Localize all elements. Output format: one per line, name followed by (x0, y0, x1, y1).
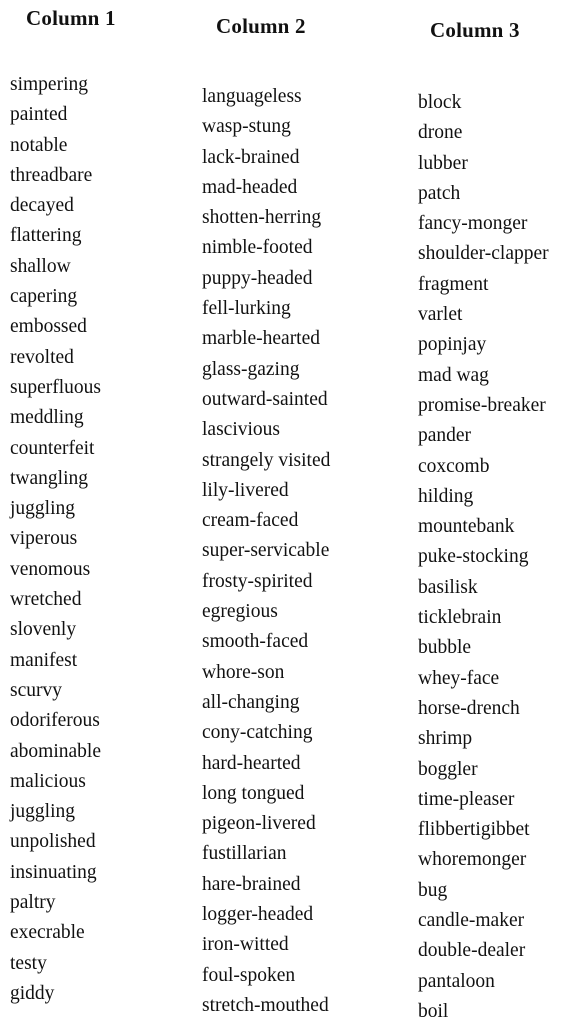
word-item: fustillarian (202, 843, 287, 865)
word-item: slovenly (10, 619, 77, 641)
word-item: marble-hearted (202, 328, 321, 350)
word-item: pantaloon (418, 970, 495, 992)
word-item: painted (10, 104, 68, 126)
word-item: unpolished (10, 831, 96, 853)
word-item: flattering (10, 225, 82, 247)
word-item: testy (10, 952, 47, 974)
word-item: basilisk (418, 576, 478, 598)
word-item: egregious (202, 601, 278, 623)
word-item: counterfeit (10, 437, 95, 459)
word-item: whore-son (202, 661, 285, 683)
column-header: Column 3 (430, 18, 520, 42)
word-list (10, 70, 101, 1009)
word-item: nimble-footed (202, 237, 313, 259)
word-item: abominable (10, 740, 101, 762)
word-item: juggling (10, 801, 76, 823)
word-item: logger-headed (202, 904, 314, 926)
word-item: manifest (10, 649, 78, 671)
word-item: whoremonger (418, 849, 527, 871)
word-item: lack-brained (202, 146, 300, 168)
word-item: fell-lurking (202, 298, 291, 320)
word-item: threadbare (10, 164, 93, 186)
word-item: stretch-mouthed (202, 994, 329, 1016)
word-item: revolted (10, 346, 74, 368)
word-item: mountebank (418, 516, 515, 538)
word-item: all-changing (202, 691, 300, 713)
word-item: shoulder-clapper (418, 243, 549, 265)
word-item: ticklebrain (418, 607, 502, 629)
word-item: promise-breaker (418, 394, 546, 416)
word-item: shrimp (418, 728, 473, 750)
word-item: horse-drench (418, 697, 520, 719)
word-item: block (418, 92, 462, 113)
word-item: lascivious (202, 419, 280, 441)
word-item: twangling (10, 467, 88, 489)
word-item: puke-stocking (418, 546, 529, 568)
word-item: double-dealer (418, 940, 526, 962)
word-item: pigeon-livered (202, 813, 316, 835)
word-item: venomous (10, 558, 91, 580)
word-item: boggler (418, 758, 478, 780)
word-item: pander (418, 425, 472, 447)
word-item: superfluous (10, 376, 101, 398)
word-item: odoriferous (10, 710, 100, 732)
word-item: embossed (10, 316, 87, 338)
word-item: foul-spoken (202, 964, 296, 986)
word-item: wretched (10, 589, 82, 611)
word-item: wasp-stung (202, 116, 291, 138)
word-item: cream-faced (202, 510, 299, 532)
word-item: meddling (10, 407, 84, 429)
word-item: juggling (10, 498, 76, 520)
word-item: decayed (10, 195, 74, 217)
word-item: languageless (202, 86, 302, 107)
word-item: boil (418, 1000, 449, 1022)
word-item: cony-catching (202, 722, 313, 744)
word-item: fragment (418, 273, 489, 295)
word-item: scurvy (10, 679, 62, 701)
column-header: Column 1 (26, 6, 116, 30)
word-item: malicious (10, 770, 86, 792)
word-item: candle-maker (418, 910, 525, 932)
word-item: fancy-monger (418, 213, 528, 235)
word-item: puppy-headed (202, 267, 313, 289)
word-item: simpering (10, 74, 88, 95)
column-header: Column 2 (216, 14, 306, 38)
word-item: hare-brained (202, 873, 301, 895)
word-item: giddy (10, 982, 55, 1004)
word-item: bubble (418, 637, 472, 659)
word-item: drone (418, 122, 463, 144)
word-item: execrable (10, 922, 85, 944)
word-item: viperous (10, 528, 78, 550)
word-item: hilding (418, 485, 474, 507)
word-item: coxcomb (418, 455, 490, 477)
word-item: outward-sainted (202, 388, 328, 410)
word-list (418, 88, 549, 1027)
word-item: paltry (10, 892, 56, 914)
word-item: mad-headed (202, 176, 298, 198)
word-item: insinuating (10, 861, 97, 883)
word-item: shotten-herring (202, 207, 322, 229)
word-item: glass-gazing (202, 358, 300, 380)
word-item: varlet (418, 304, 463, 326)
word-item: popinjay (418, 334, 487, 356)
word-item: iron-witted (202, 934, 289, 956)
word-item: shallow (10, 255, 71, 277)
word-item: notable (10, 134, 68, 156)
word-item: super-servicable (202, 540, 330, 562)
word-item: mad wag (418, 364, 489, 386)
word-list (202, 82, 330, 1021)
word-item: time-pleaser (418, 788, 515, 810)
word-item: smooth-faced (202, 631, 309, 653)
word-item: whey-face (418, 667, 500, 689)
word-item: lily-livered (202, 479, 289, 501)
word-item: capering (10, 286, 78, 308)
word-item: patch (418, 182, 461, 204)
word-item: bug (418, 879, 448, 901)
word-item: hard-hearted (202, 752, 301, 774)
word-item: long tongued (202, 782, 305, 804)
word-item: strangely visited (202, 449, 331, 471)
word-item: frosty-spirited (202, 570, 313, 592)
word-item: lubber (418, 152, 468, 174)
word-item: flibbertigibbet (418, 819, 530, 841)
